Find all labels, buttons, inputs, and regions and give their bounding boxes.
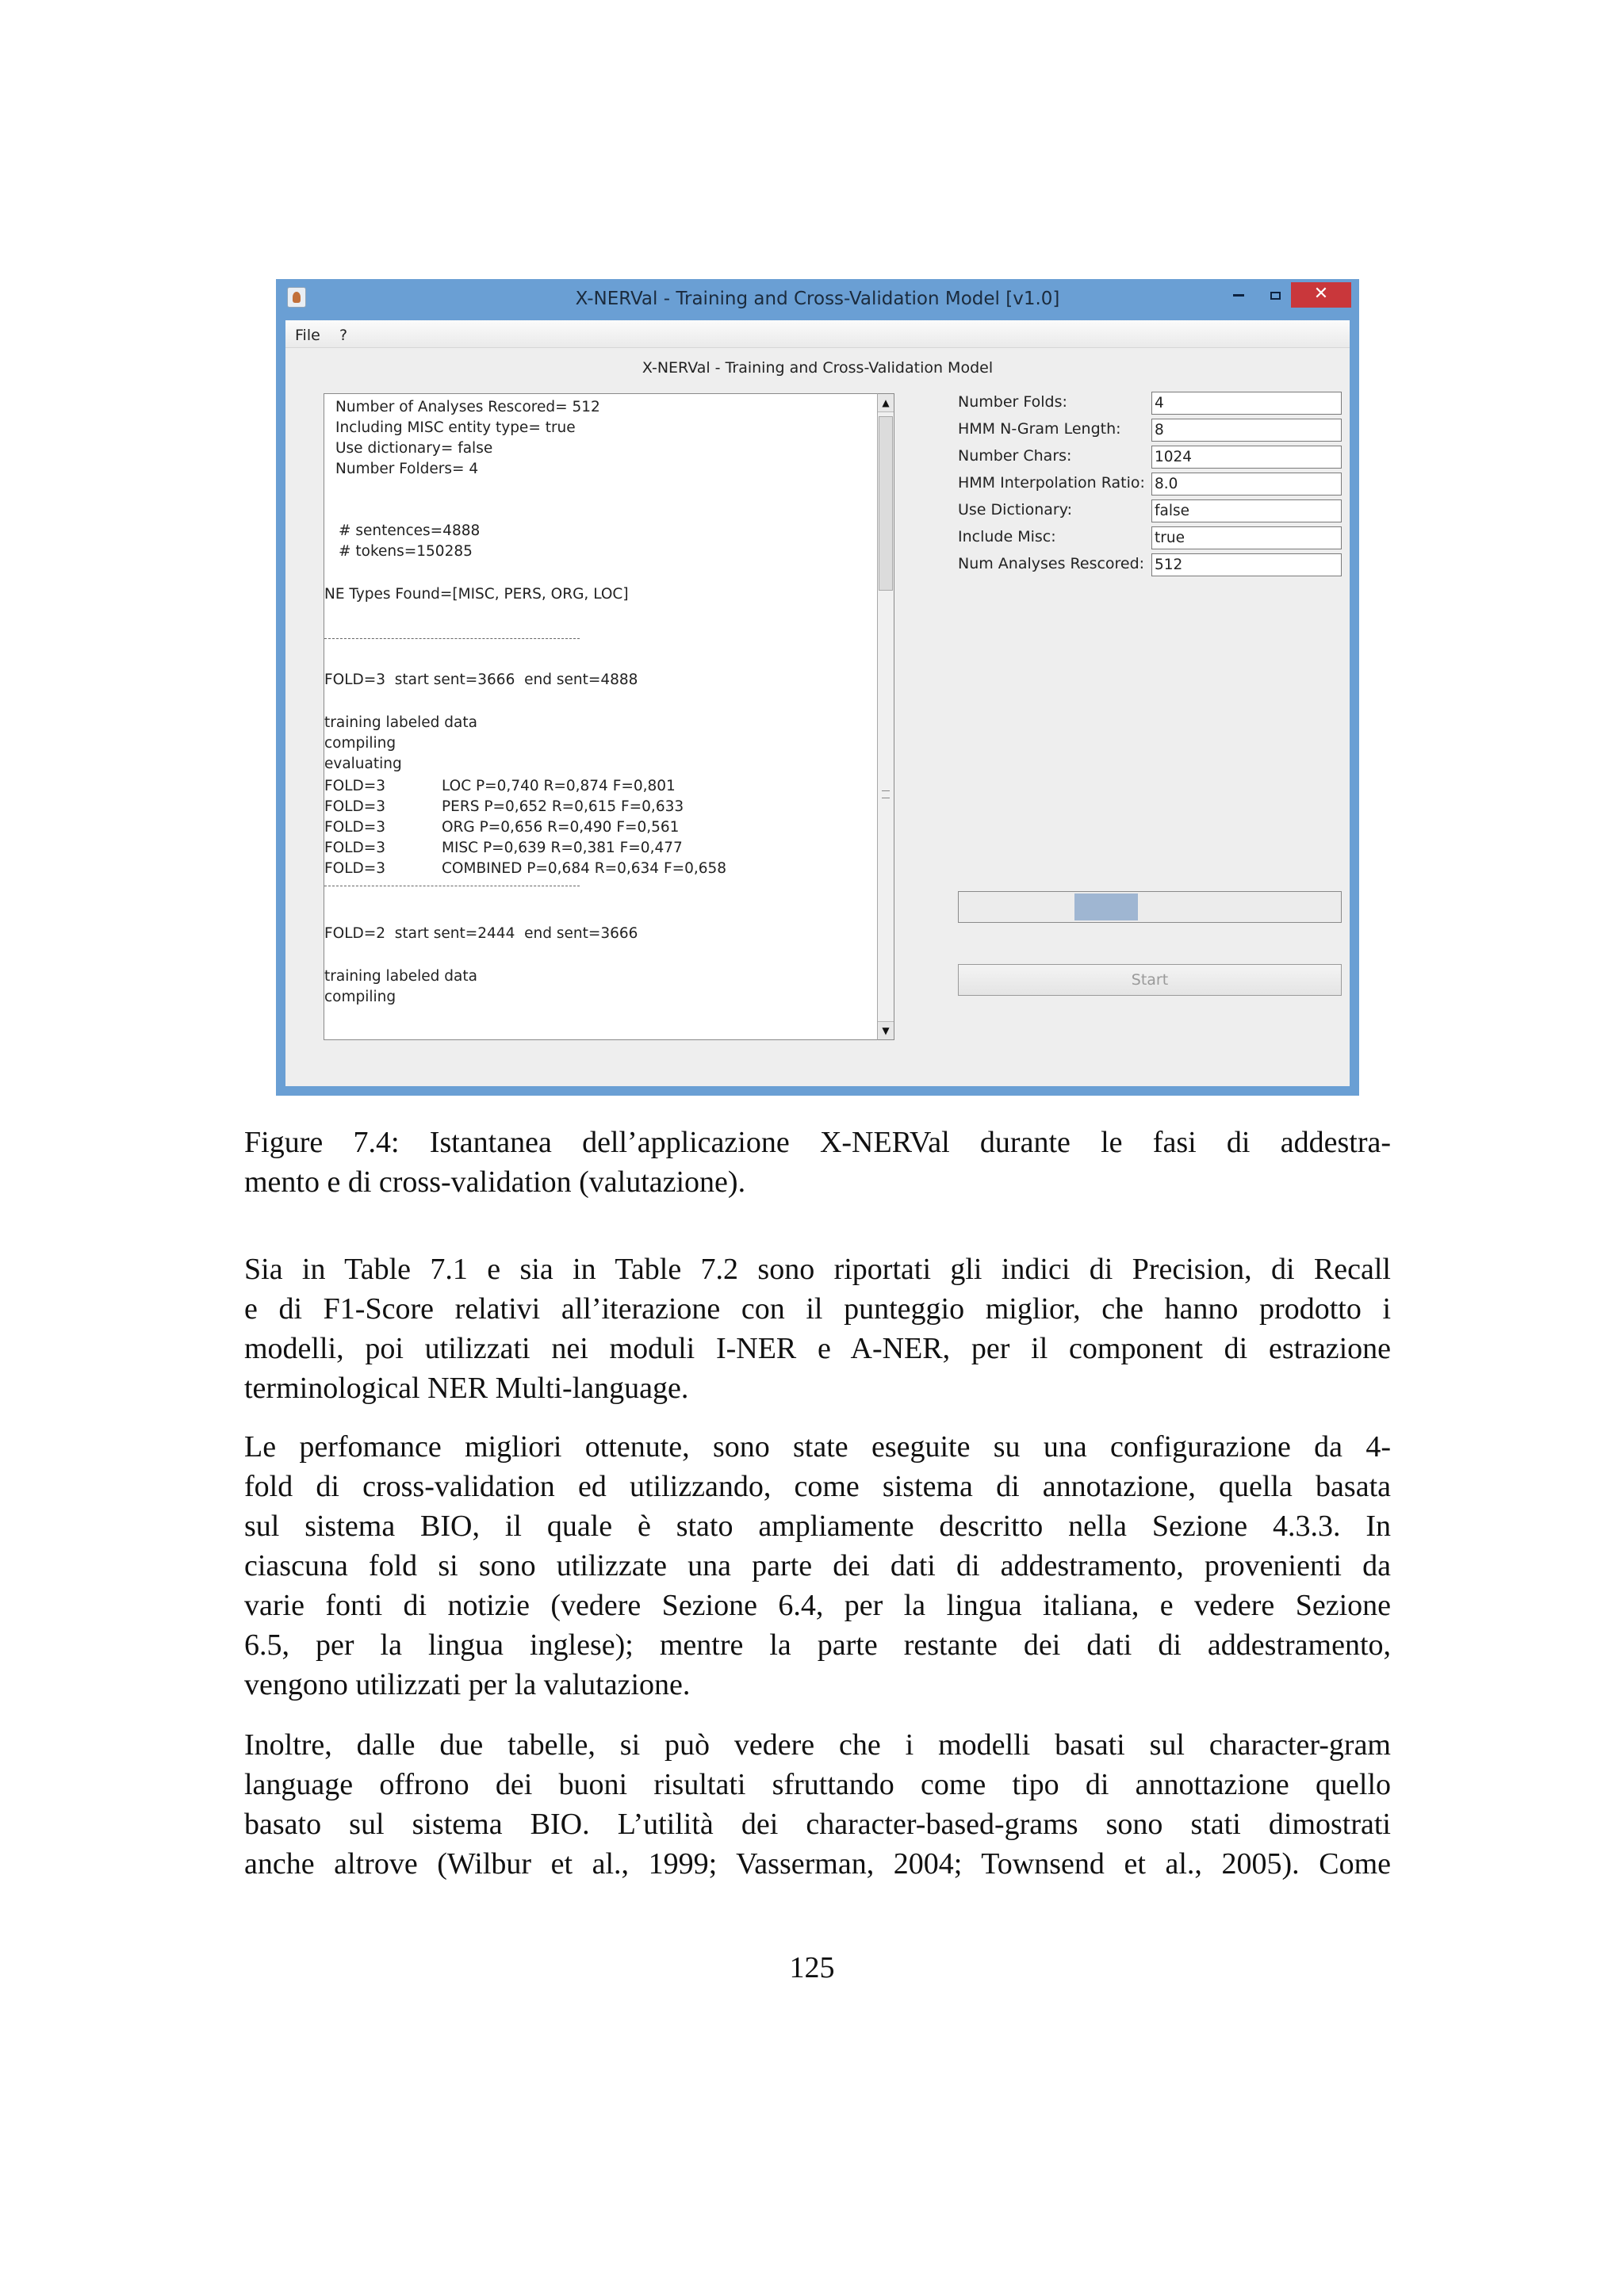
- result-fold: FOLD=3: [324, 840, 386, 856]
- log-line: training labeled data: [324, 714, 477, 731]
- start-button[interactable]: Start: [958, 964, 1342, 996]
- paragraph-line: sul sistema BIO, il quale è stato ampliamente descritto nella Sezione 4.3.3. In: [244, 1510, 1391, 1543]
- log-line: FOLD=3 start sent=3666 end sent=4888: [324, 672, 638, 688]
- param-label-use-dictionary: Use Dictionary:: [958, 501, 1073, 519]
- paragraph-line: Le perfomance migliori ottenute, sono state eseguite su una configurazione da 4-: [244, 1430, 1391, 1464]
- menu-file[interactable]: File: [295, 327, 320, 344]
- paragraph-line: modelli, poi utilizzati nei moduli I-NER e A-NER, per il component di estrazione: [244, 1332, 1391, 1365]
- scroll-up-arrow-icon[interactable]: ▲: [878, 394, 894, 412]
- maximize-button[interactable]: [1259, 282, 1291, 308]
- param-label-number-folds: Number Folds:: [958, 393, 1067, 411]
- paragraph-line: e di F1-Score relativi all’iterazione con il punteggio miglior, che hanno prodotto i: [244, 1292, 1391, 1326]
- log-line: Number Folders= 4: [335, 461, 479, 477]
- page-number: 125: [789, 1951, 835, 1984]
- log-line: evaluating: [324, 756, 402, 772]
- caption-line: mento e di cross-validation (valutazione).: [244, 1165, 746, 1199]
- figure-caption: [244, 1123, 1391, 1202]
- log-line: FOLD=2 start sent=2444 end sent=3666: [324, 925, 638, 942]
- result-fold: FOLD=3: [324, 819, 386, 836]
- result-fold: FOLD=3: [324, 860, 386, 877]
- scroll-thumb[interactable]: [879, 416, 893, 591]
- progress-bar: [958, 891, 1342, 923]
- log-line: compiling: [324, 735, 396, 752]
- log-scrollbar[interactable]: [877, 393, 894, 1040]
- window-title: X-NERVal - Training and Cross-Validation Model [v1.0]: [575, 289, 1060, 309]
- progress-indeterminate-fill: [1074, 894, 1138, 920]
- paragraph-line: vengono utilizzati per la valutazione.: [244, 1668, 691, 1701]
- log-line: # sentences=4888: [339, 522, 481, 539]
- include-misc-field[interactable]: true: [1151, 526, 1342, 549]
- use-dictionary-field[interactable]: false: [1151, 499, 1342, 522]
- param-label-interpolation-ratio: HMM Interpolation Ratio:: [958, 474, 1145, 492]
- app-window-screenshot: [276, 279, 1359, 1096]
- analyses-rescored-field[interactable]: 512: [1151, 553, 1342, 576]
- result-fold: FOLD=3: [324, 778, 386, 794]
- result-metric: COMBINED P=0,684 R=0,634 F=0,658: [442, 860, 727, 877]
- paragraph-line: basato sul sistema BIO. L’utilità dei character-based-grams sono stati dimostrati: [244, 1808, 1391, 1841]
- log-line: # tokens=150285: [339, 543, 473, 560]
- panel-title: X-NERVal - Training and Cross-Validation Model: [642, 359, 994, 377]
- number-chars-field[interactable]: 1024: [1151, 446, 1342, 469]
- maximize-icon: [1270, 292, 1281, 300]
- menu-help[interactable]: ?: [339, 327, 348, 344]
- paragraph-line: varie fonti di notizie (vedere Sezione 6.4, per la lingua italiana, e vedere Sezione: [244, 1589, 1391, 1622]
- log-line: Including MISC entity type= true: [335, 419, 576, 436]
- minimize-button[interactable]: [1223, 282, 1254, 308]
- log-line: compiling: [324, 989, 396, 1005]
- result-metric: PERS P=0,652 R=0,615 F=0,633: [442, 798, 684, 815]
- param-label-ngram-length: HMM N-Gram Length:: [958, 420, 1121, 438]
- log-line: NE Types Found=[MISC, PERS, ORG, LOC]: [324, 586, 629, 603]
- paragraph-line: anche altrove (Wilbur et al., 1999; Vasserman, 2004; Townsend et al., 2005). Come: [244, 1847, 1391, 1881]
- ngram-length-field[interactable]: 8: [1151, 419, 1342, 442]
- interpolation-ratio-field[interactable]: 8.0: [1151, 473, 1342, 496]
- caption-line: Figure 7.4: Istantanea dell’applicazione X-NERVal durante le fasi di addestra-: [244, 1126, 1391, 1159]
- param-label-analyses-rescored: Num Analyses Rescored:: [958, 555, 1145, 572]
- log-line: training labeled data: [324, 968, 477, 985]
- result-metric: ORG P=0,656 R=0,490 F=0,561: [442, 819, 680, 836]
- minimize-icon: [1233, 294, 1244, 297]
- paragraph-1: [244, 1249, 1391, 1408]
- log-separator: [324, 638, 580, 639]
- window-client-area: [285, 320, 1350, 1086]
- scroll-grip-icon: [882, 790, 890, 798]
- paragraph-3: [244, 1725, 1391, 1884]
- paragraph-line: fold di cross-validation ed utilizzando, come sistema di annotazione, quella basata: [244, 1470, 1391, 1503]
- scroll-down-arrow-icon[interactable]: ▼: [878, 1021, 894, 1039]
- paragraph-2: [244, 1427, 1391, 1705]
- param-label-include-misc: Include Misc:: [958, 528, 1056, 545]
- log-line: Number of Analyses Rescored= 512: [335, 399, 600, 415]
- menu-bar: [285, 320, 1350, 348]
- title-bar: [276, 279, 1359, 320]
- paragraph-line: Sia in Table 7.1 e sia in Table 7.2 sono riportati gli indici di Precision, di Recall: [244, 1253, 1391, 1286]
- paragraph-line: Inoltre, dalle due tabelle, si può vedere che i modelli basati sul character-gram: [244, 1728, 1391, 1762]
- paragraph-line: terminological NER Multi-language.: [244, 1372, 689, 1405]
- paragraph-line: ciascuna fold si sono utilizzate una parte dei dati di addestramento, provenienti da: [244, 1549, 1391, 1582]
- close-icon: ✕: [1313, 284, 1329, 304]
- param-label-number-chars: Number Chars:: [958, 447, 1072, 465]
- paragraph-line: language offrono dei buoni risultati sfruttando come tipo di annottazione quello: [244, 1768, 1391, 1801]
- result-metric: MISC P=0,639 R=0,381 F=0,477: [442, 840, 683, 856]
- log-line: Use dictionary= false: [335, 440, 493, 457]
- close-button[interactable]: [1291, 282, 1351, 308]
- number-folds-field[interactable]: 4: [1151, 392, 1342, 415]
- result-fold: FOLD=3: [324, 798, 386, 815]
- log-text-area[interactable]: [324, 393, 894, 1040]
- result-metric: LOC P=0,740 R=0,874 F=0,801: [442, 778, 676, 794]
- paragraph-line: 6.5, per la lingua inglese); mentre la parte restante dei dati di addestramento,: [244, 1628, 1391, 1662]
